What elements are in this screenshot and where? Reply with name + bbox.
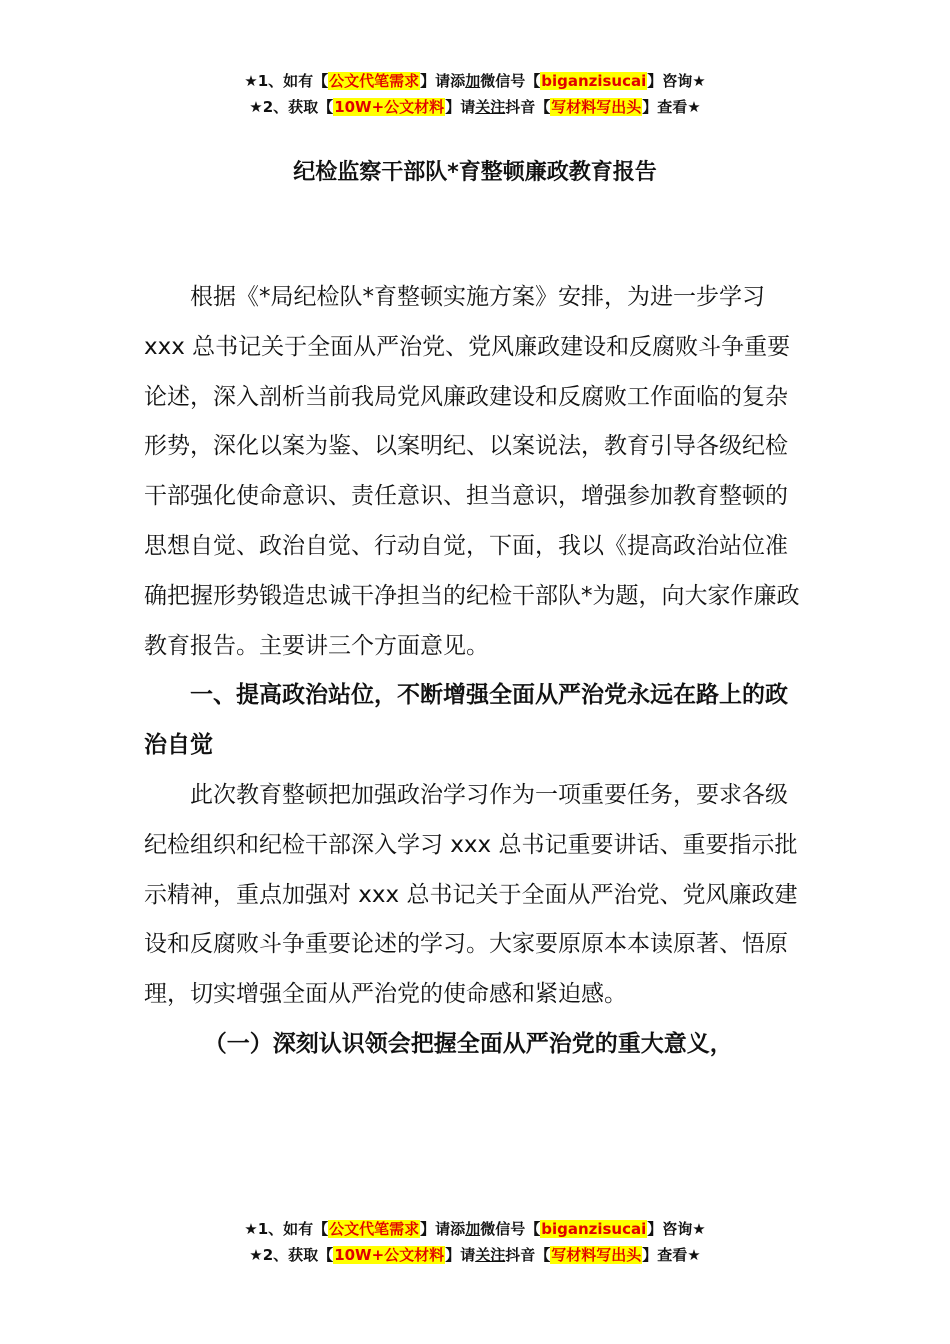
promo-text: ★1、如有【 [244,72,329,90]
promo-douyin-account: 写材料写出头 [551,1246,642,1264]
promo-text: 】查看★ [642,98,701,116]
promo-header [0,68,950,120]
promo-text: ★2、获取【 [249,98,334,116]
intro-paragraph: 根据《*局纪检队*育整顿实施方案》安排，为进一步学习 xxx 总书记关于全面从严治党、党风廉政建设和反腐败斗争重要论述，深入剖析当前我局党风廉政建设和反腐败工作面临的复杂形势，深化以案为鉴、以案明纪、以案说法，教育引导各级纪检干部强化使命意识、责任意识、担当意识，增强参加教育整顿的思想自觉、政治自觉、行动自觉，下面，我以《提高政治站位准确把握形势锻造忠诚干净担当的纪检干部队*为题，向大家作廉政教育报告。主要讲三个方面意见。 [144,284,800,659]
promo-text: 抖音【 [505,1246,551,1264]
promo-text: ★2、获取【 [249,1246,334,1264]
promo-text: 微信号【 [480,1220,541,1238]
promo-text: 】请添 [420,1220,466,1238]
promo-underline: 关注 [475,1246,506,1264]
promo-highlight: 公文代笔需求 [329,1220,420,1238]
promo-line-1 [0,1216,950,1242]
promo-douyin-account: 写材料写出头 [551,98,642,116]
promo-highlight: 公文代笔需求 [329,72,420,90]
promo-text: 】请添 [420,72,466,90]
promo-text: ★1、如有【 [244,1220,329,1238]
promo-line-2 [0,94,950,120]
promo-underline: 加 [465,1220,481,1238]
promo-text: 】请 [445,98,476,116]
promo-underline: 加 [465,72,481,90]
promo-highlight: 10W+公文材料 [334,1246,445,1264]
promo-text: 抖音【 [505,98,551,116]
document-body [144,273,808,1070]
promo-text: 】查看★ [642,1246,701,1264]
promo-text: 微信号【 [480,72,541,90]
promo-line-2 [0,1242,950,1268]
promo-text: 】请 [445,1246,476,1264]
promo-wechat-id: biganzisucai [541,72,647,90]
subsection-heading-1: （一）深刻认识领会把握全面从严治党的重大意义， [203,1030,733,1057]
document-title: 纪检监察干部队*育整顿廉政教育报告 [293,160,657,185]
promo-wechat-id: biganzisucai [541,1220,647,1238]
promo-text: 】咨询★ [647,72,706,90]
section-heading-1: 一、提高政治站位，不断增强全面从严治党永远在路上的政治自觉 [144,682,788,759]
promo-highlight: 10W+公文材料 [334,98,445,116]
promo-underline: 关注 [475,98,506,116]
promo-footer [0,1216,950,1268]
section-paragraph: 此次教育整顿把加强政治学习作为一项重要任务，要求各级纪检组织和纪检干部深入学习 xxx 总书记重要讲话、重要指示批示精神，重点加强对 xxx 总书记关于全面从严治党、党风廉政建设和反腐败斗争重要论述的学习。大家要原原本本读原著、悟原理，切实增强全面从严治党的使命感和紧迫感。 [144,781,798,1008]
promo-text: 】咨询★ [647,1220,706,1238]
promo-line-1 [0,68,950,94]
